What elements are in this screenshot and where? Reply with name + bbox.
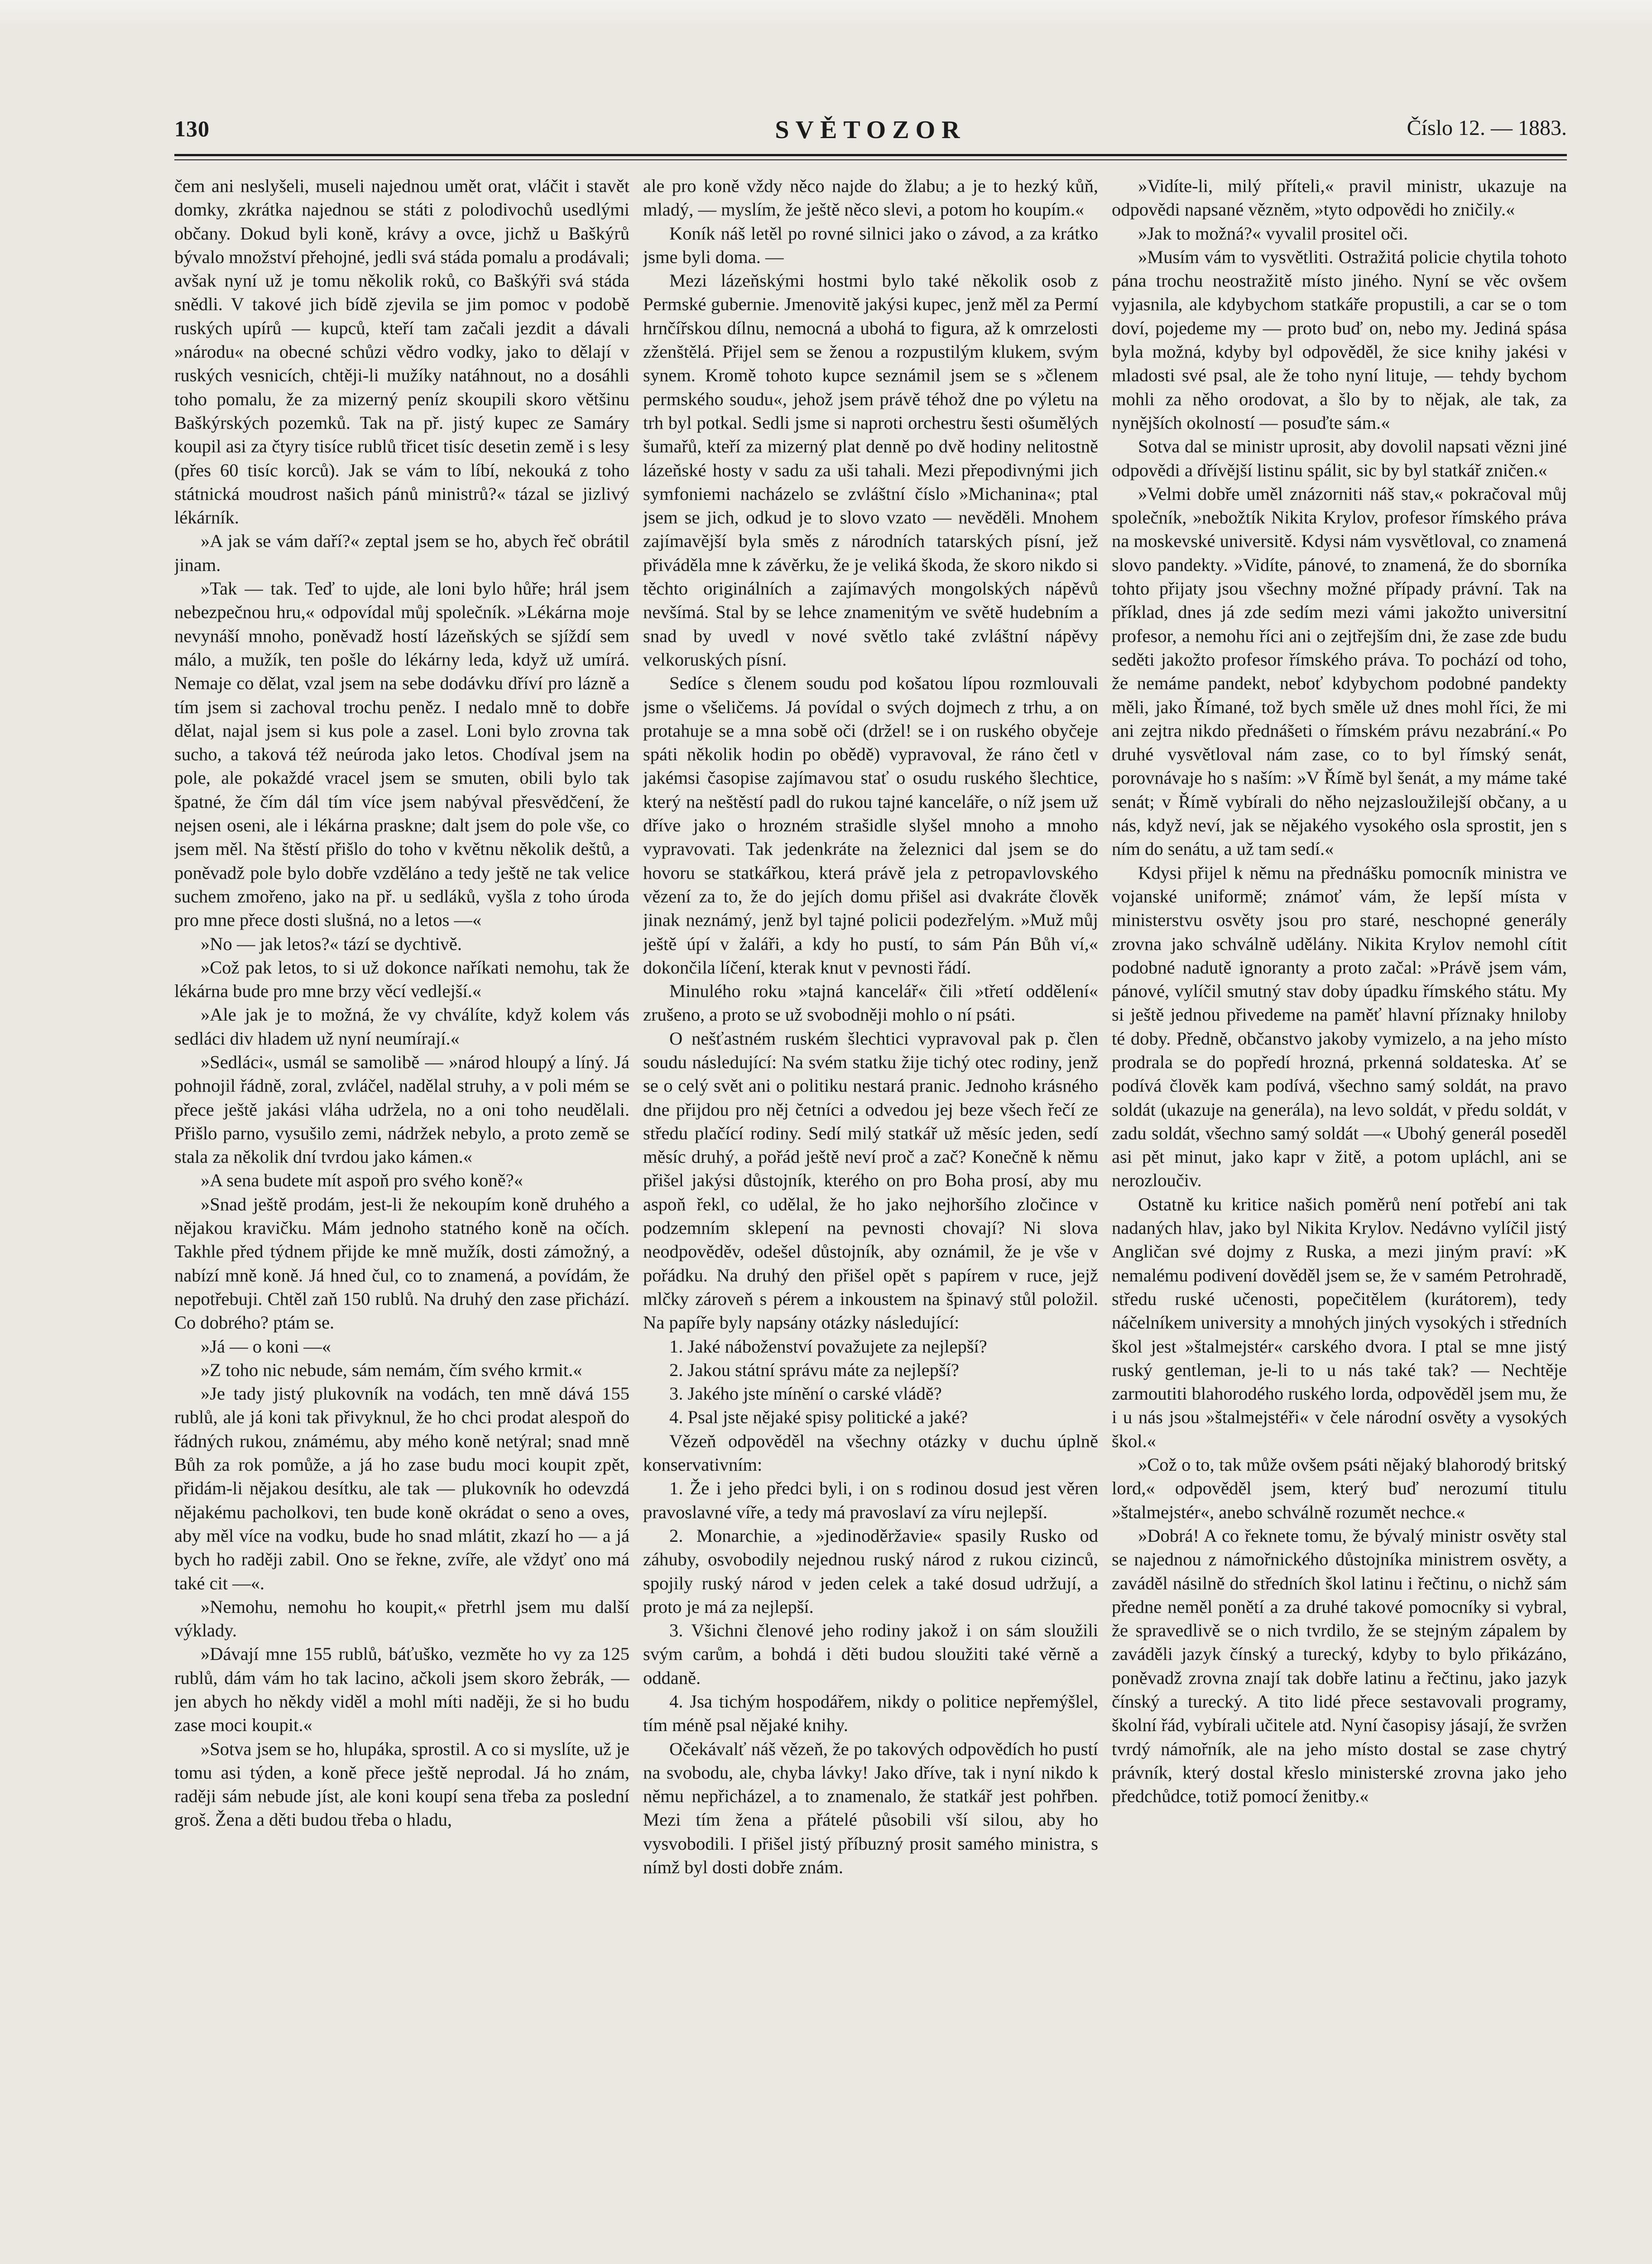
page-number: 130 [174,116,210,141]
article-paragraph: »Já — o koni —« [201,1336,331,1357]
article-paragraph: Sedíce s členem soudu pod košatou lípou rozmlouvali jsme o všeličems. Já povídal o svých dojmech z trhu, a on protahuje se a mna sobě oči (držel! se i on ruského obyčeje spáti několik hodin po obědě) vypravoval, že ráno četl v jakémsi časopise zajímavou stať o osudu ruského šlechtice, který na neštěstí padl do rukou tajné kanceláře, o níž jsem už dříve jako o hrozném strašidle slyšel mnoho a mnoho vypravovati. Tak jedenkráte na železnici dal jsem se do hovoru se statkářkou, která právě jela z petropavlovského vězení za to, že do jejích domu přišel asi dvakráte člověk jinak neznámý, jenž byl tajné policii podezřelým. »Muž můj ještě úpí v žaláři, a kdy ho pustí, to sám Pán Bůh ví,« dokončila líčení, kterak knut v pevnosti řádí. [643,673,1098,978]
article-paragraph: »Což o to, tak může ovšem psáti nějaký blahorodý britský lord,« odpověděl jsem, který buď nerozumí titulu »štalmejstér«, anebo schválně rozumět nechce.« [1112,1454,1567,1522]
article-paragraph: »Je tady jistý plukovník na vodách, ten mně dává 155 rublů, ale já koni tak přivyknul, že ho chci prodat alespoň do řádných rukou, známému, aby mého koně netýral; snad mně Bůh za rok pomůže, a já ho zase budu moci koupit zpět, přidám-li nějakou desítku, ale tak — plukovník ho odevzdá nějakému pacholkovi, ten bude koně okrádat o seno a oves, aby měl více na vodku, bude ho snad mlátit, zkazí ho — a já bych ho raději zabil. Ono se řekne, zvíře, ale vždyť ono má také cit —«. [174,1383,629,1593]
article-paragraph: 4. Psal jste nějaké spisy politické a jaké? [669,1407,968,1428]
article-paragraph: Mezi lázeňskými hostmi bylo také několik osob z Permské gubernie. Jmenovitě jakýsi kupec, jenž měl za Permí hrnčířskou dílnu, nemocná a ubohá to figura, až k omrzelosti zženštělá. Přijel sem se ženou a rozpustilým klukem, svým synem. Kromě tohoto kupce seznámil jsem se s »členem permského soudu«, jehož jsem právě téhož dne po výletu na trh byl potkal. Sedli jsme si naproti orchestru šesti ošumělých šumařů, kteří za mizerný plat denně po dvě hodiny nelitostně lázeňské hosty v sadu za uši tahali. Mezi přepodivnými jich symfoniemi nacházelo se zvláštní číslo »Michanina«; ptal jsem se jich, odkud je to slovo vzato — nevěděli. Mnohem zajímavější byla směs z národních tatarských písní, jež přiváděla mne k závěrku, že je veliká škoda, že skoro nikdo si těchto originálních a zajímavých mongolských nápěvů nevšímá. Stal by se lehce znamenitým ve světě hudebním a snad by uvedl v nové světlo také zvláštní nápěvy velkoruských písní. [643,270,1098,670]
column-right [1112,174,1567,2198]
column-middle [643,174,1098,2198]
article-paragraph: »Z toho nic nebude, sám nemám, čím svého krmit.« [201,1359,582,1380]
article-paragraph: Koník náš letěl po rovné silnici jako o závod, a za krátko jsme byli doma. — [643,223,1098,267]
article-paragraph: 2. Jakou státní správu máte za nejlepší? [669,1359,959,1380]
article-paragraph: »Tak — tak. Teď to ujde, ale loni bylo hůře; hrál jsem nebezpečnou hru,« odpovídal můj společník. »Lékárna moje nevynáší mnoho, poněvadž hostí lázeňských se sjíždí sem málo, a mužík, ten pošle do lékárny leda, když už umírá. Nemaje co dělat, vzal jsem na sebe dodávku dříví pro lázně a tím jsem si zachoval trochu peněz. I nedalo mně to dobře dělat, najal jsem si kus pole a zasel. Loni bylo zrovna tak sucho, a taková též neúroda jako letos. Chodíval jsem na pole, ale pokaždé vracel jsem se smuten, obili bylo tak špatné, že čím dál tím více jsem nabýval přesvědčení, že nejsen oseni, ale i lékárna praskne; dalt jsem do pole vše, co jsem měl. Na štěstí přišlo do toho v květnu několik deštů, a poněvadž pole bylo dobře vzděláno a tedy ještě ne tak velice suchem zmořeno, jako na př. u sedláků, vyšla z toho úroda pro mne přece dosti slušná, no a letos —« [174,578,629,931]
article-paragraph: Minulého roku »tajná kancelář« čili »třetí oddělení« zrušeno, a proto se už svobodněji mohlo o ní psáti. [643,981,1098,1025]
article-paragraph: Ostatně ku kritice našich poměrů není potřebí ani tak nadaných hlav, jako byl Nikita Krylov. Nedávno vylíčil jistý Angličan své dojmy z Ruska, a mezi jiným praví: »K nemalému podivení dověděl jsem se, že v samém Petrohradě, středu ruské učenosti, popečitělem (kurátorem), tedy náčelníkem university a mnohých jiných vysokých i středních škol jest »štalmejstér« carského dvora. I ptal se mne jistý ruský gentleman, je-li to u nás také tak? — Nechtěje zarmoutiti blahorodého ruského lorda, odpověděl jsem mu, že i u nás jsou »štalmejstéři« v čele národní osvěty a vysokých škol.« [1112,1194,1567,1451]
journal-title: SVĚTOZOR [775,116,966,144]
article-paragraph: 1. Že i jeho předci byli, i on s rodinou dosud jest věren pravoslavné víře, a tedy má pravoslaví za víru nejlepší. [643,1478,1098,1522]
article-paragraph: »Dávají mne 155 rublů, báťuško, vezměte ho vy za 125 rublů, dám vám ho tak lacino, ačkoli jsem skoro žebrák, — jen abych ho někdy viděl a mohl míti naději, že si ho budu zase moci koupit.« [174,1644,629,1736]
article-paragraph: Očekávalť náš vězeň, že po takových odpovědích ho pustí na svobodu, ale, chyba lávky! Jako dříve, tak i nyní nikdo k němu nepřicházel, a to znamenalo, že statkář jest pohřben. Mezi tím žena a přátelé působili vší silou, aby ho vysvobodili. I přišel jistý příbuzný prosit samého ministra, s nímž byl dosti dobře znám. [643,1738,1098,1878]
article-paragraph: »A jak se vám daří?« zeptal jsem se ho, abych řeč obrátil jinam. [174,531,629,575]
article-paragraph: »Jak to možná?« vyvalil prositel oči. [1138,223,1408,244]
article-paragraph: ale pro koně vždy něco najde do žlabu; a je to hezký kůň, mladý, — myslím, že ještě něco slevi, a potom ho koupím.« [643,176,1098,220]
article-paragraph: »Sedláci«, usmál se samolibě — »národ hloupý a líný. Já pohnojil řádně, zoral, zvláčel, nadělal struhy, a v poli mém se přece ještě jakási vláha udržela, no a oni toho neudělali. Přišlo parno, vysušilo zemi, nádržek nebylo, a proto země se stala za několik dní tvrdou jako kámen.« [174,1051,629,1167]
article-paragraph: »Dobrá! A co řeknete tomu, že bývalý ministr osvěty stal se najednou z námořnického důstojníka ministrem osvěty, a zaváděl násilně do středních škol latinu i řečtinu, o nichž sám předne neměl ponětí a za druhé takové pomocníky si vybral, že spravedlivě se o nich tvrdilo, že se stejným zápalem by zaváděli jazyk čínský a turecký, kdyby to bylo přikázáno, poněvadž zrovna znají tak dobře latinu a řečtinu, jako jazyk čínský a turecký. A tito lidé přece sestavovali programy, školní řád, vybírali učitele atd. Nyní časopisy jásají, že svržen tvrdý námořník, ale na jeho místo dostal se zase chytrý právník, který dostal křeslo ministerské zrovna jako jeho předchůdce, totiž pomocí ženitby.« [1112,1525,1567,1807]
article-paragraph: »No — jak letos?« tází se dychtivě. [201,933,462,954]
article-paragraph: 3. Všichni členové jeho rodiny jakož i on sám sloužili svým carům, a bohdá i děti budou sloužiti také věrně a oddaně. [643,1620,1098,1688]
article-paragraph: 2. Monarchie, a »jedinoděržavie« spasily Rusko od záhuby, osvobodily nejednou ruský národ z rukou cizinců, spojily ruský národ v jeden celek a také dosud udržují, a proto je má za nejlepší. [643,1525,1098,1617]
article-paragraph: »Snad ještě prodám, jest-li že nekoupím koně druhého a nějakou kravičku. Mám jednoho statného koně na očích. Takhle před týdnem přijde ke mně mužík, dosti zámožný, a nabízí mně koně. Já hned čul, co to znamená, a povídám, že nepotřebuji. Chtěl zaň 150 rublů. Na druhý den zase přichází. Co dobrého? ptám se. [174,1194,629,1333]
column-left [174,174,629,2198]
article-paragraph: »Což pak letos, to si už dokonce naříkati nemohu, tak že lékárna bude pro mne brzy věcí vedlejší.« [174,957,629,1002]
article-paragraph: »Nemohu, nemohu ho koupit,« přetrhl jsem mu další výklady. [174,1596,629,1641]
article-paragraph: Sotva dal se ministr uprosit, aby dovolil napsati vězni jiné odpovědi a dřívější listinu spálit, sic by byl statkář zničen.« [1112,436,1567,480]
article-paragraph: »Sotva jsem se ho, hlupáka, sprostil. A co si myslíte, už je tomu asi týden, a koně přece ještě neprodal. Já ho znám, raději sám nebude jíst, ale koni koupí sena třeba za poslední groš. Žena a děti budou třeba o hladu, [174,1738,629,1830]
article-paragraph: »Vidíte-li, milý příteli,« pravil ministr, ukazuje na odpovědi napsané vězněm, »tyto odpovědi ho zničily.« [1112,176,1567,220]
issue-info: Číslo 12. — 1883. [1407,116,1567,140]
article-paragraph: »A sena budete mít aspoň pro svého koně?« [201,1170,523,1191]
article-paragraph: 4. Jsa tichým hospodářem, nikdy o politice nepřemýšlel, tím méně psal nějaké knihy. [643,1691,1098,1736]
header-rule [174,154,1567,156]
article-paragraph: »Velmi dobře uměl znázorniti náš stav,« pokračoval můj společník, »nebožtík Nikita Krylov, profesor římského práva na moskevské universitě. Kdysi nám vysvětloval, co znamená slovo pandekty. »Vidíte, pánové, to znamená, že do sborníka tohto přijaty jsou všechny možné případy právní. Tak na příklad, dnes já zde sedím mezi vámi jakožto universitní profesor, a nemohu říci ani o zejtřejším dni, že zase zde budu seděti jakožto profesor římského práva. To pochází od toho, že nemáme pandekt, neboť kdybychom podobné pandekty měli, jako Římané, tož bych směle už dnes mohl říci, že mi ani zejtra nikdo přednášeti o římském právu nezabrání.« Po druhé vysvětloval nám zase, co to byl římský senát, porovnávaje ho s naším: »V Římě byl šenát, a my máme také senát; v Římě vybírali do něho nejzasloužilejší občany, a u nás, když neví, jak se nějakého vysokého osla sprostit, jen s ním do senátu, a už tam sedí.« [1112,483,1567,859]
scan-top-edge [0,0,1652,27]
header-rule-thin [174,159,1567,160]
article-paragraph: »Musím vám to vysvětliti. Ostražitá policie chytila tohoto pána trochu neostražitě místo jiného. Nyní se věc ovšem vyjasnila, ale kdybychom statkáře propustili, a car se o tom doví, pojedeme my — proto buď on, nebo my. Jediná spása byla možná, kdyby byl odpověděl, že sice knihy jakési v mladosti své psal, ale že toho nyní lituje, — tehdy bychom mohli za něho orodovat, a šlo by to nějak, ale tak, za nynějších okolností — posuďte sám.« [1112,246,1567,433]
page-header [174,115,1567,147]
article-paragraph: čem ani neslyšeli, museli najednou umět orat, vláčit i stavět domky, zkrátka najednou se státi z polodivochů usedlými občany. Dokud byli koně, krávy a ovce, jichž u Baškýrů bývalo množství přehojné, jedli svá stáda pomalu a prodávali; avšak nyní už je tomu několik roků, co Baškýři svá stáda snědli. V takové jich bídě zjevila se jim pomoc v podobě ruských upírů — kupců, kteří tam začali jezdit a dávali »národu« na obecné schůzi vědro vodky, jako to dělají v ruských vesnicích, chtěji-li mužíky natáhnout, no a dosáhli toho pomalu, že za mizerný peníz skoupili skoro většinu Baškýrských pozemků. Tak na př. jistý kupec ze Samáry koupil asi za čtyry tisíce rublů třicet tisíc desetin země i s lesy (přes 60 tisíc korců). Jak se vám to líbí, nekouká z toho státnická moudrost našich pánů ministrů?« tázal se jizlivý lékárník. [174,176,629,528]
article-paragraph: Kdysi přijel k němu na přednášku pomocník ministra ve vojanské uniformě; známoť vám, že lepší místa v ministerstvu osvěty jsou pro staré, neschopné generály zrovna jako schválně udělány. Nikita Krylov nemohl cítit podobné nadutě ignoranty a proto začal: »Právě jsem vám, pánové, vylíčil smutný stav doby úpadku římského státu. My si ještě jednou přivedeme na paměť hlavní příznaky hniloby té doby. Předně, občanstvo jakoby vymizelo, a na jeho místo prodrala se do popředí hrozná, prkenná soldateska. Ať se podívá člověk kam podívá, všechno samý soldát, na pravo soldát (ukazuje na generála), na levo soldát, v předu soldát, v zadu soldát, všechno samý soldát —« Ubohý generál poseděl asi pět minut, jako kapr v žitě, a potom upláchl, ani se nerozloučiv. [1112,862,1567,1191]
article-paragraph: 1. Jaké náboženství považujete za nejlepší? [669,1336,987,1357]
article-paragraph: 3. Jakého jste mínění o carské vládě? [669,1383,942,1404]
article-paragraph: Vězeň odpověděl na všechny otázky v duchu úplně konservativním: [643,1430,1098,1475]
article-paragraph: O nešťastném ruském šlechtici vypravoval pak p. člen soudu následující: Na svém statku žije tichý otec rodiny, jenž se o celý svět ani o politiku nestará pranic. Jednoho krásného dne přijdou pro něj četníci a odvedou jej beze všech řečí ze středu plačící rodiny. Sedí milý statkář už měsíc jeden, sedí měsíc druhý, a pořád ještě neví proč a zač? Konečně k němu přišel jakýsi důstojník, kterého on pro Boha prosí, aby mu aspoň řekl, co udělal, že ho jako nejhoršího zločince v podzemním sklepení na pevnosti chovají? Ni slova neodpověděv, odešel důstojník, aby oznámil, že je vše v pořádku. Na druhý den přišel opět s papírem v ruce, jejž mlčky zároveň s pérem a inkoustem na špinavý stůl položil. Na papíře byly napsány otázky následující: [643,1028,1098,1333]
text-columns [174,174,1567,2198]
article-paragraph: »Ale jak je to možná, že vy chválíte, když kolem vás sedláci div hladem už nyní neumírají.« [174,1004,629,1049]
